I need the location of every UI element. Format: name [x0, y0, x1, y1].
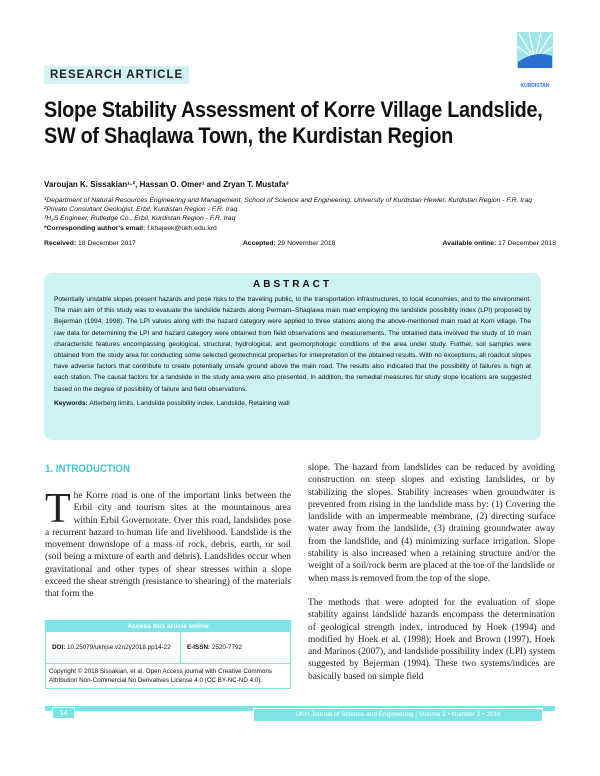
- journal-footer: UKH Journal of Science and Engineering | Volume 2 • Number 2 • 2018: [253, 708, 543, 722]
- eissn: E-ISSN: 2520-7792: [187, 644, 242, 651]
- drop-cap: T: [45, 486, 71, 532]
- page-number: 14: [52, 707, 75, 719]
- copyright: Copyright © 2018 Sissakian, et al. Open Access journal with Creative Commons Attribution Non-Commercial No Derivatives License 4.0 (CC BY-NC-ND 4.0).: [49, 668, 273, 684]
- abstract-text: Potentially unstable slopes present hazards and pose risks to the traveling public, to the transportation infrastructures, to local economies, and to the environment. The main aim of this study was to evaluate the landslide hazards along Permam–Shaqlawa main road employing the landslide possibility index (LPI) proposed by Bejerman (1994; 1998). The LPI values along with the hazard category were applied to three stations along the above-mentioned main road at Korri village. The raw data for determining the LPI and hazard category were obtained from field observations and measurements. The obtained data involved the study of 10 main characteristic features encompassing geological, structural, hydrological, and geomorphologic conditions of the area under study. Further, soil samples were obtained from the study area for conducting some selected geotechnical properties for interpretation of the obtained results. With no exceptions, all roadcut slopes have adverse factors that contribute to create potentially unsafe ground above the main road. The results also indicated that the possibility of failures is high at each station. The causal factors for a landslide in the study area were also presented. In addition, the remedial measures for study slope locations are suggested based on the degree of possibility of failure and field observations.: [54, 296, 531, 393]
- access-article-box: [45, 620, 291, 689]
- right-column: [308, 462, 555, 683]
- access-heading: Access this article online: [46, 621, 290, 632]
- section-heading: 1. INTRODUCTION: [45, 463, 130, 475]
- email-label: *Corresponding author's email:: [44, 225, 146, 232]
- keywords: Keywords: Atterberg limits, Landslide possibility index, Landslide, Retaining wall: [54, 399, 290, 407]
- left-column: [45, 486, 291, 601]
- affiliations: [44, 196, 556, 224]
- abstract-box: [44, 273, 541, 440]
- corresponding-email: [44, 225, 217, 232]
- authors: Varoujan K. Sissakian¹·², Hassan O. Omer¹ and Zryan T. Mustafa³: [44, 180, 289, 189]
- dates: [44, 240, 556, 247]
- accepted-date: Accepted: 29 November 2018: [242, 240, 336, 247]
- logo-text: KURDISTAN: [520, 83, 550, 89]
- online-date: Available online: 17 December 2018: [442, 240, 556, 247]
- affiliation: ³H₂S Engineer, Rutledge Co., Erbil, Kurdistan Region - F.R. Iraq: [44, 215, 236, 223]
- paragraph: he Korre road is one of the important links between the Erbil city and tourism sites at the mountainous area within Erbil Governorate. Over this road, landslides pose a recurrent hazard to human life and livelihood. Landslide is the movement downslope of a mass of rock, debris, earth, or soil (soil being a mixture of earth and debris). Landslides occur when gravitational and other types of shear stresses within a slope exceed the shear strength (resistance to shearing) of the materials that form the: [45, 491, 291, 600]
- affiliation: ²Private Consultant Geologist, Erbil, Kurdistan Region - F.R. Iraq: [44, 206, 238, 214]
- received-date: Received: 18 December 2017: [44, 240, 136, 247]
- abstract-heading: ABSTRACT: [253, 279, 332, 290]
- ukh-logo-icon: [515, 30, 555, 78]
- journal-logo: [515, 30, 555, 90]
- page-title: Slope Stability Assessment of Korre Village Landslide, SW of Shaqlawa Town, the Kurdistan Region: [44, 97, 543, 148]
- paragraph: The methods that were adopted for the evaluation of slope stability against landslide hazards encompass the determination of geological strength index, introduced by Hoek (1994) and modified by Hoek et al. (1998); Hoek and Brown (1997), Hoek and Marinos (2007), and landslide possibility index (LPI) system suggested by Bejerman (1994). These two systems/indices are basically based on simple field: [308, 597, 555, 682]
- affiliation: ¹Department of Natural Resources Engineering and Management, School of Science and Engineering, University of Kurdistan Hewler, Kurdistan Region - F.R. Iraq: [44, 197, 532, 204]
- doi[interactable]: DOI: 10.25079/ukhjse.v2n2y2018.pp14-22: [46, 632, 181, 663]
- email-link[interactable]: f.khajeek@ukh.edu.krd: [147, 225, 217, 232]
- paragraph: slope. The hazard from landslides can be reduced by avoiding construction on steep slopes and existing landslides, or by stabilizing the slopes. Stability increases when groundwater is prevented from rising in the landslide mass by: (1) Covering the landslide with an impermeable membrane, (2) directing surface water away from the landslide, (3) draining groundwater away from the landslide, and (4) minimizing surface irrigation. Slope stability is also increased when a retaining structure and/or the weight of a soil/rock berm are placed at the toe of the landslide or when mass is removed from the top of the slope.: [308, 463, 555, 584]
- article-type-badge: RESEARCH ARTICLE: [44, 66, 189, 84]
